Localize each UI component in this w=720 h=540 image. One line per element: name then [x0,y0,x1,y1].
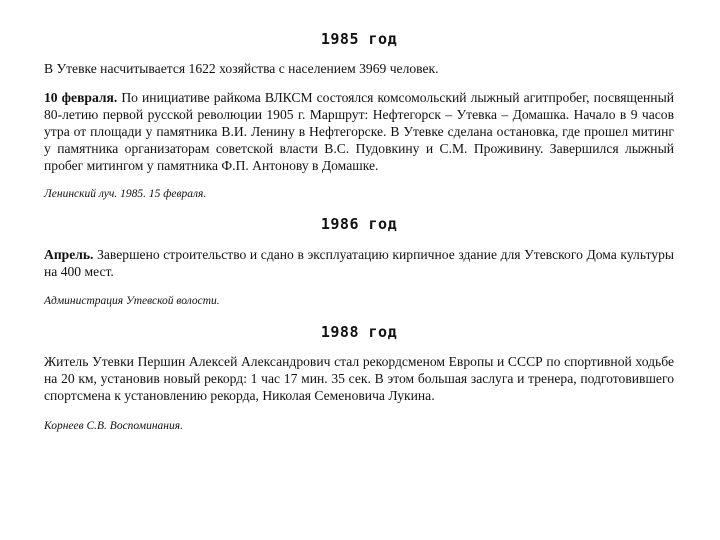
source-1985: Ленинский луч. 1985. 15 февраля. [44,188,207,200]
source-1988: Корнеев С.В. Воспоминания. [44,420,183,432]
event-date-1986: Апрель. [44,247,94,262]
year-heading-1985: 1985 год [320,30,398,48]
source-1986: Администрация Утевской волости. [44,295,220,307]
event-paragraph-1986 [44,246,674,280]
event-paragraph-1988: Житель Утевки Першин Алексей Александрович стал рекордсменом Европы и СССР по спортивной ходьбе на 20 км, установив новый рекорд: 1 час 17 мин. 35 сек. В этом большая заслуга и тренера, подготовившего спортсмена к установлению рекорда, Николая Семеновича Лукина. [44,354,674,403]
year-heading-1988: 1988 год [320,323,398,341]
year-heading-1986: 1986 год [320,215,398,233]
event-text-1985: По инициативе райкома ВЛКСМ состоялся комсомольский лыжный агитпробег, посвященный 80-летию первой русской революции 1905 г. Маршрут: Нефтегорск – Утевка – Домашка. Начало в 9 часов утра от площади у памятника В.И. Ленину в Нефтегорске. В Утевке сделана остановка, где прошел митинг у памятника организаторам советской власти В.С. Пудовкину и С.М. Проживину. Завершился лыжный пробег митингом у памятника Ф.П. Антонову в Домашке. [44,90,674,173]
event-paragraph-1985 [44,89,674,174]
document-page [44,28,674,433]
intro-paragraph-1985: В Утевке насчитывается 1622 хозяйства с населением 3969 человек. [44,61,439,76]
event-text-1986: Завершено строительство и сдано в эксплуатацию кирпичное здание для Утевского Дома культуры на 400 мест. [44,247,674,279]
event-date-1985: 10 февраля. [44,90,118,105]
